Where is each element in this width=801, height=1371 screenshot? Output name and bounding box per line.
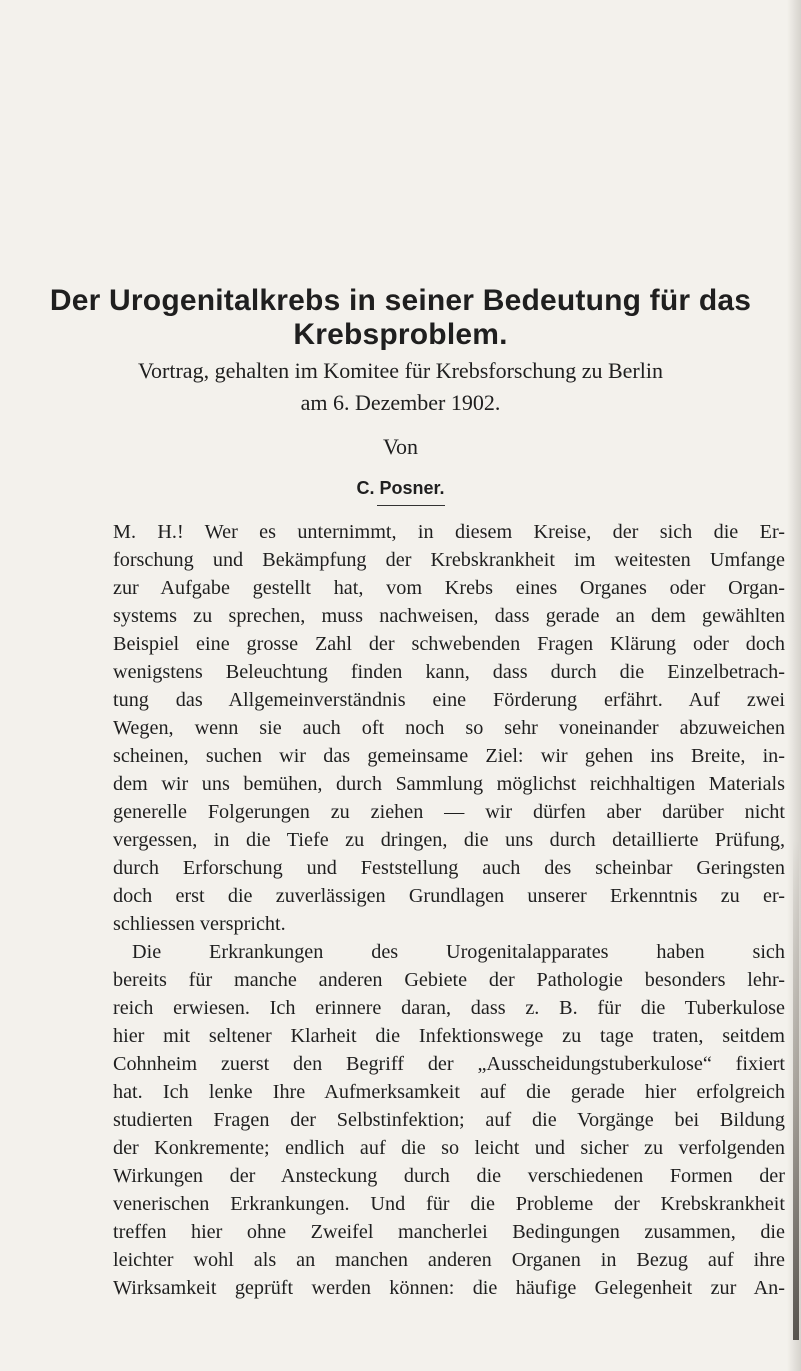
title-line-2: Krebsproblem. xyxy=(293,318,508,351)
body-line: studierten Fragen der Selbstinfektion; auf die Vorgänge bei Bildung xyxy=(113,1109,785,1131)
body-line: venerischen Erkrankungen. Und für die Probleme der Krebskrankheit xyxy=(113,1193,785,1215)
body-line: zur Aufgabe gestellt hat, vom Krebs eines Organes oder Organ- xyxy=(113,577,785,599)
body-line: forschung und Bekämpfung der Krebskrankheit im weitesten Umfange xyxy=(113,549,785,571)
subtitle-line-1: Vortrag, gehalten im Komitee für Krebsforschung zu Berlin xyxy=(137,358,663,383)
author-name: C. Posner. xyxy=(356,478,445,498)
body-line: Wirkungen der Ansteckung durch die verschiedenen Formen der xyxy=(113,1165,785,1187)
body-line: generelle Folgerungen zu ziehen — wir dürfen aber darüber nicht xyxy=(113,801,785,823)
body-line: M. H.! Wer es unternimmt, in diesem Kreise, der sich die Er- xyxy=(113,521,785,543)
divider-rule xyxy=(377,505,445,506)
body-line: hier mit seltener Klarheit die Infektionswege zu tage traten, seitdem xyxy=(113,1025,785,1047)
subtitle-line-2: am 6. Dezember 1902. xyxy=(300,390,501,415)
body-line: treffen hier ohne Zweifel mancherlei Bedingungen zusammen, die xyxy=(113,1221,785,1243)
body-text xyxy=(113,518,785,1302)
body-line: Die Erkrankungen des Urogenitalapparates haben sich xyxy=(132,941,785,963)
body-line: hat. Ich lenke Ihre Aufmerksamkeit auf die gerade hier erfolgreich xyxy=(113,1081,785,1103)
binding-shadow xyxy=(793,840,799,1340)
body-line: Cohnheim zuerst den Begriff der „Ausscheidungstuberkulose“ fixiert xyxy=(113,1053,785,1075)
body-line: dem wir uns bemühen, durch Sammlung möglichst reichhaltigen Materials xyxy=(113,773,785,795)
body-line: scheinen, suchen wir das gemeinsame Ziel: wir gehen ins Breite, in- xyxy=(113,745,785,767)
body-line: der Konkremente; endlich auf die so leicht und sicher zu verfolgenden xyxy=(113,1137,785,1159)
body-line: wenigstens Beleuchtung finden kann, dass durch die Einzelbetrach- xyxy=(113,661,785,683)
body-line: durch Erforschung und Feststellung auch des scheinbar Geringsten xyxy=(113,857,785,879)
body-line: Beispiel eine grosse Zahl der schwebenden Fragen Klärung oder doch xyxy=(113,633,785,655)
body-line: tung das Allgemeinverständnis eine Förderung erfährt. Auf zwei xyxy=(113,689,785,711)
title-line-1: Der Urogenitalkrebs in seiner Bedeutung für das xyxy=(49,284,752,317)
body-line: vergessen, in die Tiefe zu dringen, die uns durch detaillierte Prüfung, xyxy=(113,829,785,851)
body-line: schliessen verspricht. xyxy=(113,913,286,935)
by-label: Von xyxy=(382,434,419,459)
body-line: Wegen, wenn sie auch oft noch so sehr voneinander abzuweichen xyxy=(113,717,785,739)
body-line: systems zu sprechen, muss nachweisen, dass gerade an dem gewählten xyxy=(113,605,785,627)
body-line: Wirksamkeit geprüft werden können: die häufige Gelegenheit zur An- xyxy=(113,1277,785,1299)
body-line: reich erwiesen. Ich erinnere daran, dass z. B. für die Tuberkulose xyxy=(113,997,785,1019)
body-line: leichter wohl als an manchen anderen Organen in Bezug auf ihre xyxy=(113,1249,785,1271)
body-line: doch erst die zuverlässigen Grundlagen unserer Erkenntnis zu er- xyxy=(113,885,785,907)
body-line: bereits für manche anderen Gebiete der Pathologie besonders lehr- xyxy=(113,969,785,991)
